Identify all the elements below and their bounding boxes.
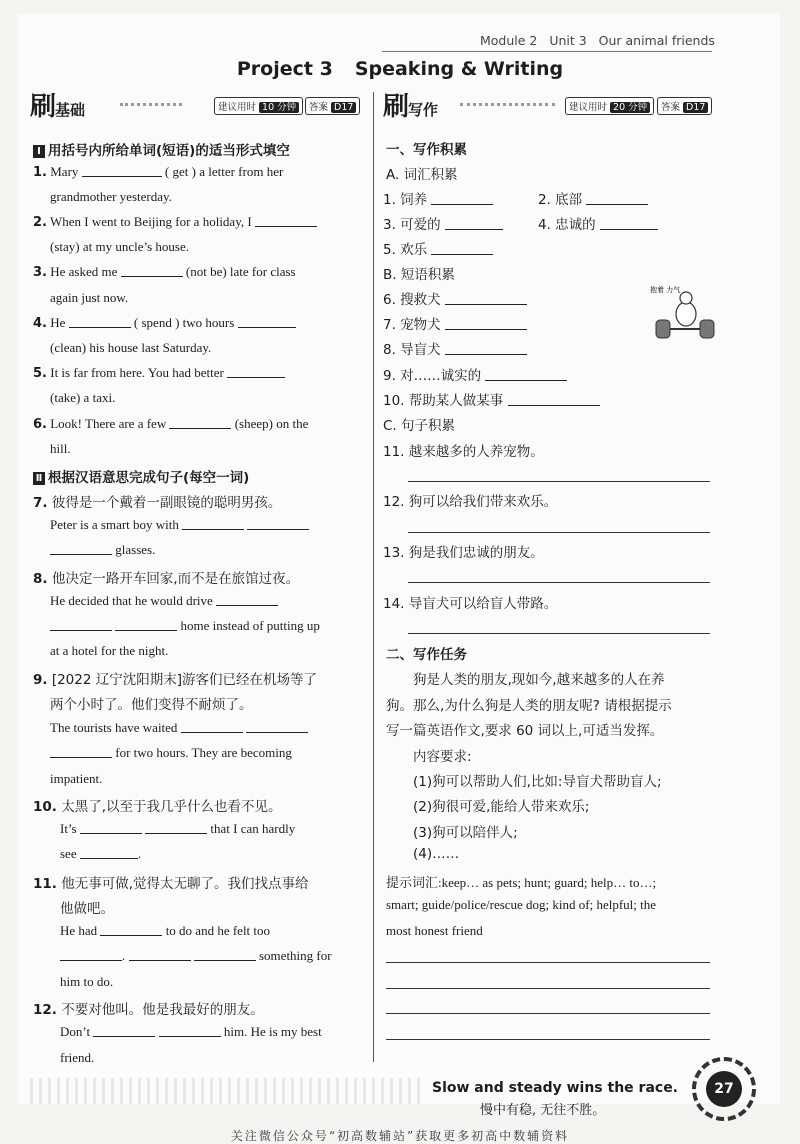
part-1-heading: 一、写作积累 xyxy=(386,142,467,158)
question-8-zh: 8. 他决定一路开车回家,而不是在旅馆过夜。 xyxy=(33,571,300,587)
question-4-cont: (clean) his house last Saturday. xyxy=(50,340,212,355)
footer-decoration xyxy=(30,1078,420,1104)
answer-blank[interactable] xyxy=(82,164,162,177)
answer-blank[interactable] xyxy=(227,365,285,378)
question-8-cont: home instead of putting up xyxy=(50,618,320,634)
sentence-11: 11. 越来越多的人养宠物。 xyxy=(383,444,544,460)
question-7-cont: glasses. xyxy=(50,542,155,558)
brand-mark: 刷 xyxy=(383,92,409,122)
time-tag: 建议用时 10 分钟 xyxy=(214,97,303,115)
question-10: It’s that I can hardly xyxy=(60,821,296,836)
hint-line-2: smart; guide/police/rescue dog; kind of; helpful; the xyxy=(386,897,657,912)
answer-blank[interactable] xyxy=(445,317,527,330)
question-10-cont: see . xyxy=(60,846,142,861)
question-7-zh: 7. 彼得是一个戴着一副眼镜的聪明男孩。 xyxy=(33,495,282,511)
answer-blank[interactable] xyxy=(80,846,138,859)
requirement-3: (3)狗可以陪伴人; xyxy=(413,825,518,841)
question-11-cont: . something for xyxy=(60,948,332,964)
answer-blank[interactable] xyxy=(50,745,112,758)
column-divider xyxy=(373,92,374,1062)
right-banner xyxy=(383,86,438,123)
writing-line[interactable] xyxy=(386,988,710,989)
writing-line[interactable] xyxy=(386,962,710,963)
answer-blank[interactable] xyxy=(121,264,183,277)
hint-line-1: 提示词汇:keep… as pets; hunt; guard; help… to…; xyxy=(386,875,657,890)
vocab-4: 4. 忠诚的 xyxy=(538,213,658,233)
writing-line[interactable] xyxy=(386,1039,710,1040)
question-4: 4. He ( spend ) two hours xyxy=(33,315,296,331)
question-3: 3. He asked me (not be) late for class xyxy=(33,264,296,280)
answer-tag: 答案 D17 xyxy=(657,97,712,115)
answer-blank[interactable] xyxy=(145,821,207,834)
answer-blank[interactable] xyxy=(93,1024,155,1037)
hint-line-3: most honest friend xyxy=(386,923,483,938)
answer-line[interactable] xyxy=(408,532,710,533)
answer-blank[interactable] xyxy=(255,214,317,227)
answer-blank[interactable] xyxy=(159,1024,221,1037)
motto-chinese: 慢中有稳, 无往不胜。 xyxy=(480,1103,606,1118)
answer-blank[interactable] xyxy=(182,517,244,530)
requirement-4: (4)…… xyxy=(413,846,460,862)
answer-blank[interactable] xyxy=(169,416,231,429)
part-2-heading: 二、写作任务 xyxy=(386,647,467,663)
answer-blank[interactable] xyxy=(238,315,296,328)
unit-label: Unit 3 xyxy=(549,33,587,48)
question-6-cont: hill. xyxy=(50,441,71,456)
phrase-8: 8. 导盲犬 xyxy=(383,338,527,358)
brand-sub: 基础 xyxy=(55,101,86,119)
answer-blank[interactable] xyxy=(485,368,567,381)
page-title xyxy=(0,58,800,80)
task-text-2: 狗。那么,为什么狗是人类的朋友呢? 请根据提示 xyxy=(386,698,672,714)
title-section: Speaking & Writing xyxy=(354,58,564,80)
sentence-13: 13. 狗是我们忠诚的朋友。 xyxy=(383,545,544,561)
phrase-6: 6. 搜救犬 xyxy=(383,288,527,308)
topic-label: Our animal friends xyxy=(598,33,715,48)
question-12-end: friend. xyxy=(60,1050,95,1065)
answer-blank[interactable] xyxy=(445,217,503,230)
question-9: The tourists have waited xyxy=(50,720,308,736)
running-header xyxy=(480,33,715,48)
vocab-heading: A. 词汇积累 xyxy=(386,167,458,183)
task-text-1: 狗是人类的朋友,现如今,越来越多的人在养 xyxy=(413,672,665,688)
phrase-9: 9. 对……诚实的 xyxy=(383,364,567,384)
question-9-cont: for two hours. They are becoming xyxy=(50,745,292,761)
answer-blank[interactable] xyxy=(50,618,112,631)
question-5-cont: (take) a taxi. xyxy=(50,390,116,405)
title-project: Project 3 xyxy=(236,58,333,80)
question-1-cont: grandmother yesterday. xyxy=(50,189,172,204)
question-6: 6. Look! There are a few (sheep) on the xyxy=(33,416,309,432)
time-tag: 建议用时 20 分钟 xyxy=(565,97,654,115)
answer-line[interactable] xyxy=(408,633,710,634)
question-11-zh-cont: 他做吧。 xyxy=(60,901,114,917)
answer-blank[interactable] xyxy=(445,342,527,355)
question-7: Peter is a smart boy with xyxy=(50,517,309,533)
question-11: He had to do and he felt too xyxy=(60,923,271,938)
cartoon-illustration xyxy=(648,282,720,352)
answer-blank[interactable] xyxy=(69,315,131,328)
answer-line[interactable] xyxy=(408,582,710,583)
answer-blank[interactable] xyxy=(194,948,256,961)
answer-blank[interactable] xyxy=(445,292,527,305)
answer-blank[interactable] xyxy=(115,618,177,631)
phrase-7: 7. 宠物犬 xyxy=(383,313,527,333)
answer-blank[interactable] xyxy=(246,720,308,733)
answer-blank[interactable] xyxy=(181,720,243,733)
question-10-zh: 10. 太黑了,以至于我几乎什么也看不见。 xyxy=(33,799,282,815)
section-1-heading: Ⅰ 用括号内所给单词(短语)的适当形式填空 xyxy=(33,139,290,159)
banner-dash xyxy=(460,103,555,106)
answer-tag: 答案 D17 xyxy=(305,97,360,115)
header-rule xyxy=(382,51,712,52)
answer-blank[interactable] xyxy=(80,821,142,834)
phrase-10: 10. 帮助某人做某事 xyxy=(383,389,600,409)
question-12-zh: 12. 不要对他叫。他是我最好的朋友。 xyxy=(33,1002,264,1018)
answer-blank[interactable] xyxy=(247,517,309,530)
banner-dash xyxy=(120,103,182,106)
vocab-1: 1. 饲养 xyxy=(383,188,493,208)
answer-blank[interactable] xyxy=(586,192,648,205)
phrase-heading: B. 短语积累 xyxy=(383,267,455,283)
cartoon-caption: 抱着 力气 xyxy=(650,286,681,294)
sentence-14: 14. 导盲犬可以给盲人带路。 xyxy=(383,596,558,612)
bottom-watermark-note: 关注微信公众号“初高数辅站”获取更多初高中数辅资料 xyxy=(230,1129,570,1143)
motto-english: Slow and steady wins the race. xyxy=(432,1080,679,1096)
question-9-zh-cont: 两个小时了。他们变得不耐烦了。 xyxy=(50,697,253,713)
brand-mark: 刷 xyxy=(30,92,56,122)
question-12: Don’t him. He is my best xyxy=(60,1024,322,1039)
answer-line[interactable] xyxy=(408,481,710,482)
sentence-12: 12. 狗可以给我们带来欢乐。 xyxy=(383,494,558,510)
module-label: Module 2 xyxy=(480,33,538,48)
vocab-5: 5. 欢乐 xyxy=(383,238,493,258)
question-3-cont: again just now. xyxy=(50,290,129,305)
left-banner xyxy=(30,86,85,123)
page-number: 27 xyxy=(706,1071,742,1107)
sentence-heading: C. 句子积累 xyxy=(383,418,456,434)
answer-blank[interactable] xyxy=(508,393,600,406)
question-11-zh: 11. 他无事可做,觉得太无聊了。我们找点事给 xyxy=(33,876,309,892)
requirement-2: (2)狗很可爱,能给人带来欢乐; xyxy=(413,799,590,815)
vocab-3: 3. 可爱的 xyxy=(383,213,503,233)
question-8-end: at a hotel for the night. xyxy=(50,643,169,658)
section-2-heading: Ⅱ 根据汉语意思完成句子(每空一词) xyxy=(33,466,249,486)
answer-blank[interactable] xyxy=(60,948,122,961)
question-2: 2. When I went to Beijing for a holiday, I xyxy=(33,214,317,230)
task-text-3: 写一篇英语作文,要求 60 词以上,可适当发挥。 xyxy=(386,723,664,739)
writing-line[interactable] xyxy=(386,1013,710,1014)
question-9-end: impatient. xyxy=(50,771,103,786)
vocab-2: 2. 底部 xyxy=(538,188,648,208)
answer-blank[interactable] xyxy=(431,242,493,255)
answer-blank[interactable] xyxy=(50,542,112,555)
answer-blank[interactable] xyxy=(216,593,278,606)
question-9-zh: 9. [2022 辽宁沈阳期末]游客们已经在机场等了 xyxy=(33,672,318,688)
question-1: 1. Mary ( get ) a letter from her xyxy=(33,164,284,180)
answer-blank[interactable] xyxy=(100,923,162,936)
brand-sub: 写作 xyxy=(408,101,439,119)
question-11-end: him to do. xyxy=(60,974,114,989)
requirements-heading: 内容要求: xyxy=(413,749,472,765)
requirement-1: (1)狗可以帮助人们,比如:导盲犬帮助盲人; xyxy=(413,774,662,790)
answer-blank[interactable] xyxy=(431,192,493,205)
answer-blank[interactable] xyxy=(600,217,658,230)
question-2-cont: (stay) at my uncle’s house. xyxy=(50,239,189,254)
question-5: 5. It is far from here. You had better xyxy=(33,365,285,381)
question-8: He decided that he would drive xyxy=(50,593,278,609)
answer-blank[interactable] xyxy=(129,948,191,961)
